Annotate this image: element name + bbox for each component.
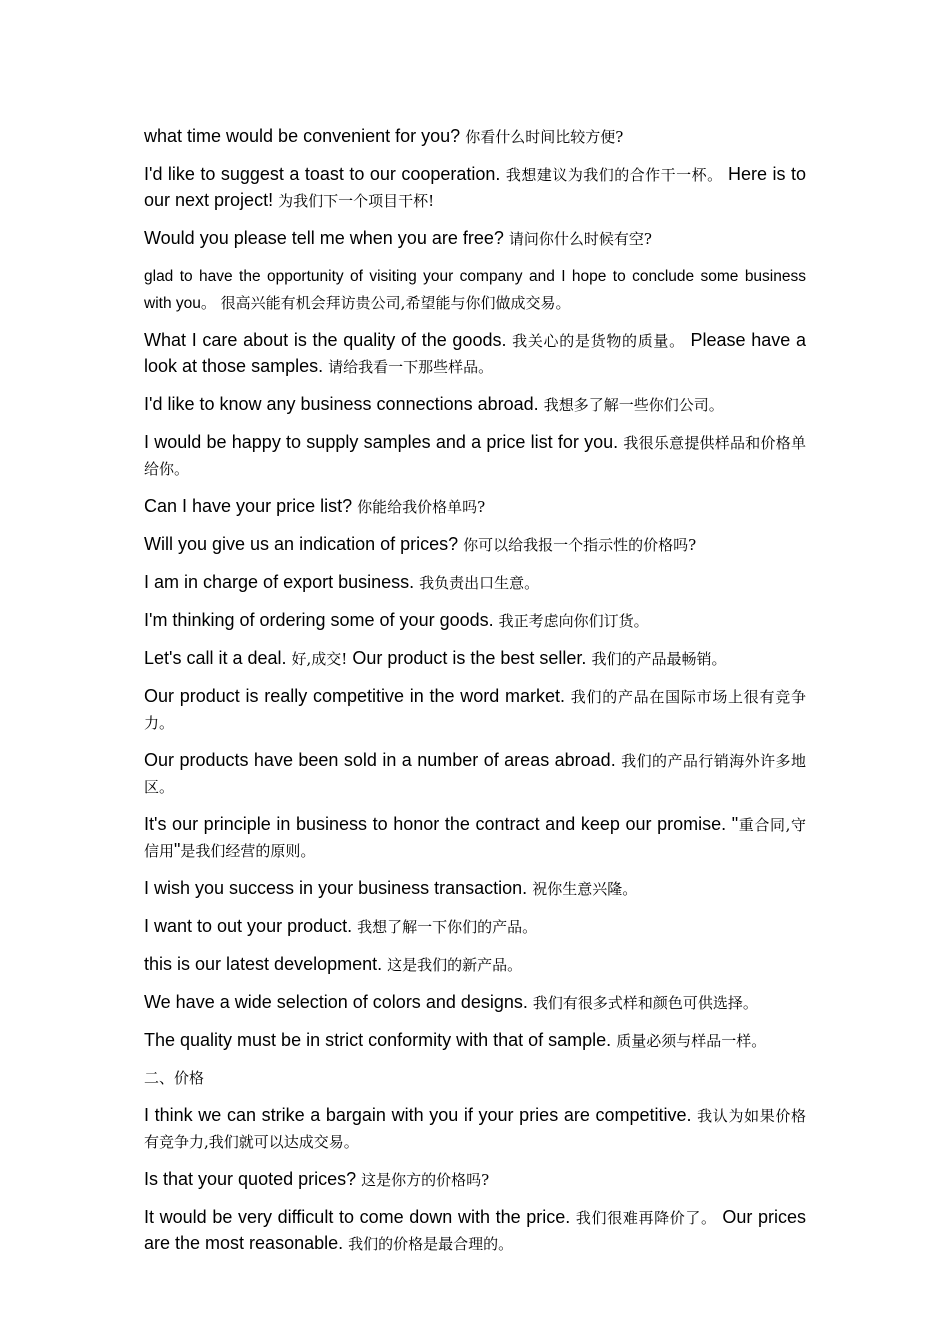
english-text: this is our latest development. [144, 954, 388, 974]
phrase-item [144, 264, 806, 317]
phrase-item [144, 876, 806, 902]
english-text: Is that your quoted prices? [144, 1169, 362, 1189]
phrase-item [144, 226, 806, 252]
chinese-text: 我负责出口生意。 [419, 574, 540, 592]
chinese-text: 我想多了解一些你们公司。 [543, 396, 724, 414]
chinese-text: 祝你生意兴隆。 [532, 880, 638, 898]
chinese-text: 我想了解一下你们的产品。 [357, 918, 538, 936]
document-body [144, 124, 806, 1269]
english-text: Let's call it a deal. [144, 648, 292, 668]
chinese-text: 我们的产品在国际市场上很有竞争力。 [144, 688, 806, 732]
english-text: Our products have been sold in a number of areas abroad. [144, 750, 622, 770]
english-text: It would be very difficult to come down with the price. [144, 1207, 576, 1227]
english-text: I'd like to know any business connections abroad. [144, 394, 544, 414]
chinese-text: 你可以给我报一个指示性的价格吗? [463, 536, 697, 554]
chinese-text: 你看什么时间比较方便? [465, 128, 624, 146]
english-text: Will you give us an indication of prices? [144, 534, 464, 554]
english-text: Here is to our next project! [144, 164, 806, 210]
phrase-item [144, 328, 806, 380]
phrase-item [144, 532, 806, 558]
phrase-item [144, 914, 806, 940]
phrase-item [144, 430, 806, 482]
phrase-item [144, 952, 806, 978]
chinese-text: 我们很难再降价了。 [575, 1209, 717, 1227]
chinese-text: 我很乐意提供样品和价格单给你。 [144, 434, 806, 478]
phrase-item [144, 812, 806, 864]
english-text: glad to have the opportunity of visiting your company and I hope to conclude some business with you。 [144, 268, 806, 312]
chinese-text: 我们的价格是最合理的。 [348, 1235, 514, 1253]
english-text: Our product is the best seller. [347, 648, 592, 668]
chinese-text: 我想建议为我们的合作干一杯。 [505, 166, 723, 184]
chinese-text: 我们的产品行销海外许多地区。 [144, 752, 806, 796]
chinese-text: 是我们经营的原则。 [180, 842, 316, 860]
chinese-text: 请给我看一下那些样品。 [328, 358, 494, 376]
phrase-item [144, 1167, 806, 1193]
english-text: The quality must be in strict conformity with that of sample. [144, 1030, 617, 1050]
phrase-item [144, 748, 806, 800]
phrase-item [144, 124, 806, 150]
chinese-text: 我们有很多式样和颜色可供选择。 [532, 994, 758, 1012]
chinese-text: 我们的产品最畅销。 [591, 650, 727, 668]
english-text: It's our principle in business to honor the contract and keep our promise. " [144, 814, 739, 834]
phrase-item [144, 1028, 806, 1054]
english-text: I am in charge of export business. [144, 572, 420, 592]
english-text: I would be happy to supply samples and a price list for you. [144, 432, 624, 452]
phrase-item [144, 1103, 806, 1155]
phrase-item [144, 392, 806, 418]
chinese-text: 这是你方的价格吗? [361, 1171, 490, 1189]
english-text: Please have a look at those samples. [144, 330, 806, 376]
chinese-text: 我正考虑向你们订货。 [498, 612, 649, 630]
chinese-text: 为我们下一个项目干杯! [278, 192, 435, 210]
english-text: We have a wide selection of colors and designs. [144, 992, 533, 1012]
chinese-text: 质量必须与样品一样。 [616, 1032, 767, 1050]
chinese-text: 很高兴能有机会拜访贵公司,希望能与你们做成交易。 [220, 294, 571, 312]
english-text: Would you please tell me when you are free? [144, 228, 509, 248]
english-text: Can I have your price list? [144, 496, 358, 516]
phrase-item [144, 608, 806, 634]
english-text: " [174, 840, 181, 860]
english-text: What I care about is the quality of the goods. [144, 330, 513, 350]
english-text: I'm thinking of ordering some of your goods. [144, 610, 499, 630]
section-heading: 二、价格 [144, 1069, 205, 1087]
phrase-item [144, 1205, 806, 1257]
phrase-item [144, 162, 806, 214]
chinese-text: 这是我们的新产品。 [387, 956, 523, 974]
chinese-text: 我关心的是货物的质量。 [512, 332, 685, 350]
phrase-item [144, 990, 806, 1016]
english-text: Our prices are the most reasonable. [144, 1207, 806, 1253]
chinese-text: 重合同,守信用 [144, 816, 806, 860]
english-text: what time would be convenient for you? [144, 126, 466, 146]
chinese-text: 请问你什么时候有空? [508, 230, 652, 248]
english-text: I'd like to suggest a toast to our cooperation. [144, 164, 506, 184]
chinese-text: 你能给我价格单吗? [357, 498, 486, 516]
phrase-item [144, 646, 806, 672]
chinese-text: 好,成交! [291, 650, 348, 668]
english-text: I think we can strike a bargain with you if your pries are competitive. [144, 1105, 698, 1125]
english-text: I wish you success in your business transaction. [144, 878, 533, 898]
phrase-item [144, 684, 806, 736]
phrase-item [144, 494, 806, 520]
english-text: I want to out your product. [144, 916, 358, 936]
phrase-item [144, 570, 806, 596]
chinese-text: 我认为如果价格有竞争力,我们就可以达成交易。 [144, 1107, 806, 1151]
english-text: Our product is really competitive in the word market. [144, 686, 571, 706]
